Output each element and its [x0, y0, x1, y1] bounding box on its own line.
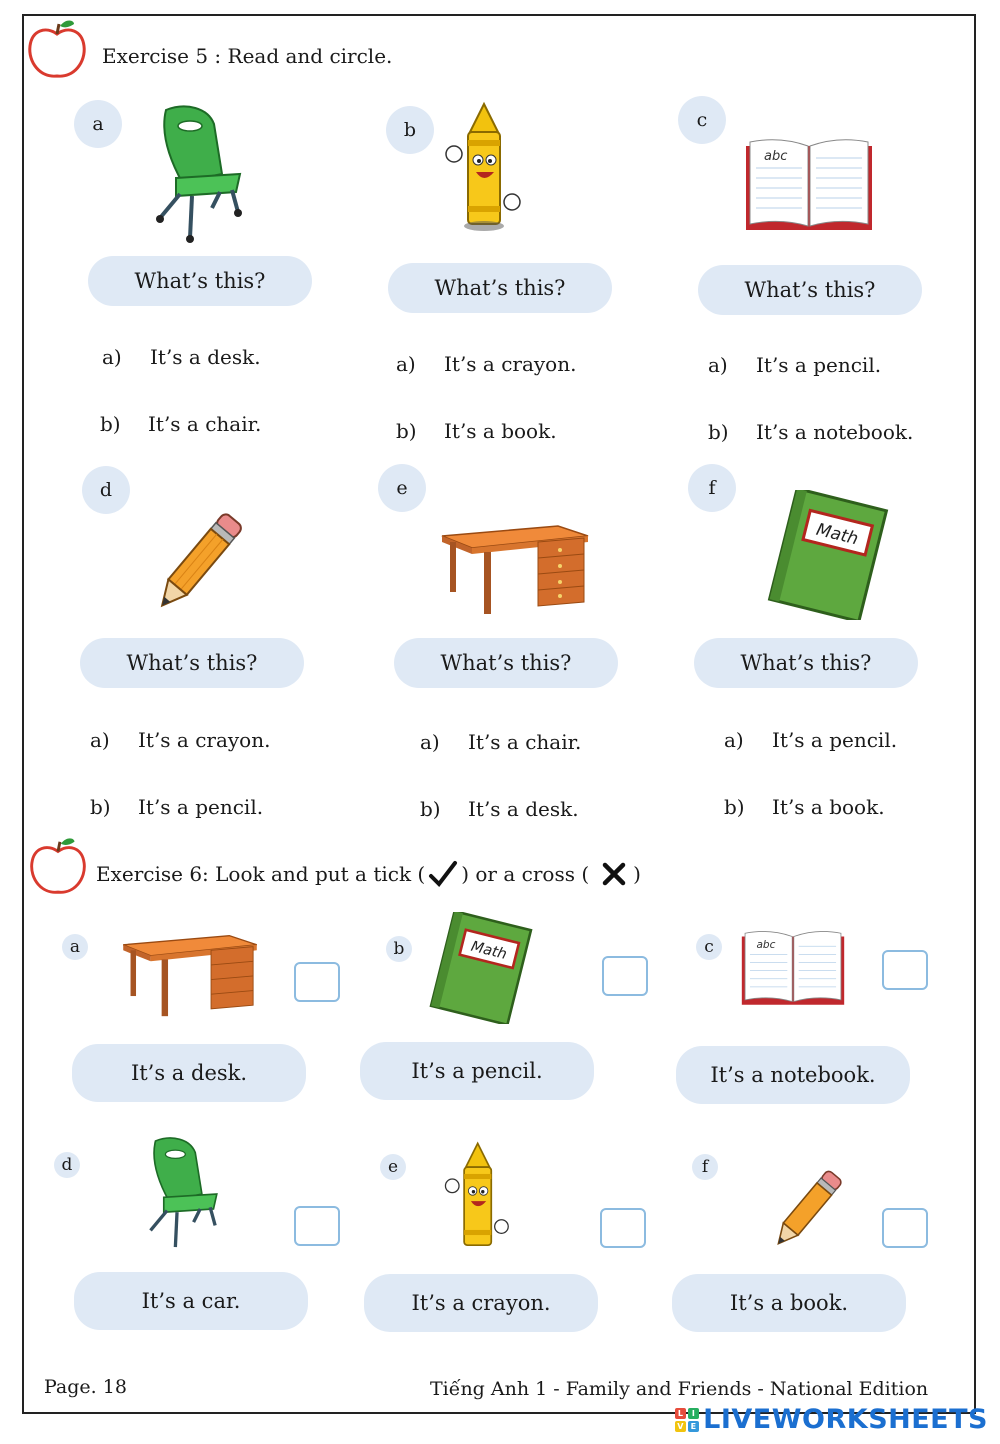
item-letter: b: [386, 106, 434, 154]
question-pill: What’s this?: [698, 265, 922, 315]
tick-icon: [427, 860, 459, 888]
option-a-label: a): [724, 728, 744, 752]
math-book-picture: [428, 912, 534, 1024]
option-b[interactable]: [708, 420, 913, 444]
exercise-6-title-mid: ) or a cross (: [461, 862, 590, 886]
option-b-label: b): [396, 419, 417, 443]
chair-picture: [146, 104, 250, 244]
chair-picture: [138, 1136, 226, 1252]
desk-picture: [120, 932, 260, 1018]
option-b-text: It’s a chair.: [148, 412, 262, 436]
option-b[interactable]: [90, 795, 263, 819]
option-b-text: It’s a notebook.: [756, 420, 914, 444]
option-a-text: It’s a pencil.: [756, 353, 882, 377]
question-pill: What’s this?: [388, 263, 612, 313]
pencil-picture: [152, 500, 252, 616]
option-a[interactable]: [90, 728, 270, 752]
book-math-text: Math: [814, 519, 861, 550]
option-b-label: b): [420, 797, 441, 821]
exercise-6-title-end: ): [633, 862, 641, 886]
option-b-text: It’s a book.: [444, 419, 557, 443]
option-b-text: It’s a desk.: [468, 797, 579, 821]
option-a[interactable]: [420, 730, 581, 754]
item-letter: b: [386, 936, 412, 962]
option-a[interactable]: [708, 353, 881, 377]
math-book-picture: [766, 490, 890, 620]
exercise-5-title: Exercise 5 : Read and circle.: [102, 44, 393, 68]
option-a-text: It’s a chair.: [468, 730, 582, 754]
option-a-text: It’s a crayon.: [138, 728, 271, 752]
question-pill: What’s this?: [694, 638, 918, 688]
sentence-pill: It’s a pencil.: [360, 1042, 594, 1100]
apple-icon: [26, 18, 88, 80]
logo-tile: V: [675, 1421, 686, 1432]
option-a[interactable]: [396, 352, 576, 376]
book-edition: Tiếng Anh 1 - Family and Friends - National Edition: [430, 1378, 929, 1400]
answer-box[interactable]: [882, 950, 928, 990]
option-b-text: It’s a book.: [772, 795, 885, 819]
apple-icon: [28, 836, 88, 896]
item-letter: c: [696, 934, 722, 960]
liveworksheets-logo[interactable]: [675, 1404, 988, 1435]
item-letter: a: [62, 934, 88, 960]
cross-icon: [599, 861, 629, 887]
book-abc-text: abc: [764, 149, 788, 164]
option-b[interactable]: [396, 419, 557, 443]
answer-box[interactable]: [600, 1208, 646, 1248]
option-a-text: It’s a desk.: [150, 345, 261, 369]
option-b-label: b): [90, 795, 111, 819]
item-letter: e: [378, 464, 426, 512]
option-a-label: a): [708, 353, 728, 377]
item-letter: c: [678, 96, 726, 144]
sentence-pill: It’s a car.: [74, 1272, 308, 1330]
book-abc-text: abc: [756, 938, 776, 951]
option-b[interactable]: [100, 412, 261, 436]
logo-tile: E: [688, 1421, 699, 1432]
answer-box[interactable]: [602, 956, 648, 996]
option-b-label: b): [100, 412, 121, 436]
option-a[interactable]: [102, 345, 261, 369]
item-letter: a: [74, 100, 122, 148]
liveworksheets-name: LIVEWORKSHEETS: [703, 1404, 988, 1435]
page-number: Page. 18: [44, 1376, 127, 1398]
liveworksheets-logo-icon: [675, 1408, 699, 1432]
open-book-picture: [738, 930, 848, 1008]
option-b-text: It’s a pencil.: [138, 795, 264, 819]
logo-tile: I: [688, 1408, 699, 1419]
answer-box[interactable]: [294, 1206, 340, 1246]
sentence-pill: It’s a book.: [672, 1274, 906, 1332]
exercise-6-title-start: Exercise 6: Look and put a tick (: [96, 862, 426, 886]
option-b-label: b): [708, 420, 729, 444]
option-a-label: a): [90, 728, 110, 752]
crayon-picture: [440, 100, 524, 232]
option-b[interactable]: [420, 797, 579, 821]
option-a-label: a): [102, 345, 122, 369]
question-pill: What’s this?: [80, 638, 304, 688]
item-letter: d: [82, 466, 130, 514]
sentence-pill: It’s a crayon.: [364, 1274, 598, 1332]
option-a-text: It’s a crayon.: [444, 352, 577, 376]
option-a-label: a): [396, 352, 416, 376]
book-math-text: Math: [469, 938, 509, 964]
item-letter: f: [692, 1154, 718, 1180]
option-a-label: a): [420, 730, 440, 754]
crayon-picture: [440, 1140, 512, 1252]
question-pill: What’s this?: [88, 256, 312, 306]
answer-box[interactable]: [294, 962, 340, 1002]
open-book-picture: [744, 138, 874, 234]
option-b-label: b): [724, 795, 745, 819]
option-a-text: It’s a pencil.: [772, 728, 898, 752]
desk-picture: [440, 522, 590, 616]
item-letter: f: [688, 464, 736, 512]
item-letter: e: [380, 1154, 406, 1180]
exercise-6-title: [96, 860, 641, 888]
option-b[interactable]: [724, 795, 885, 819]
sentence-pill: It’s a desk.: [72, 1044, 306, 1102]
logo-tile: L: [675, 1408, 686, 1419]
answer-box[interactable]: [882, 1208, 928, 1248]
item-letter: d: [54, 1152, 80, 1178]
pencil-picture: [770, 1160, 850, 1252]
question-pill: What’s this?: [394, 638, 618, 688]
option-a[interactable]: [724, 728, 897, 752]
sentence-pill: It’s a notebook.: [676, 1046, 910, 1104]
